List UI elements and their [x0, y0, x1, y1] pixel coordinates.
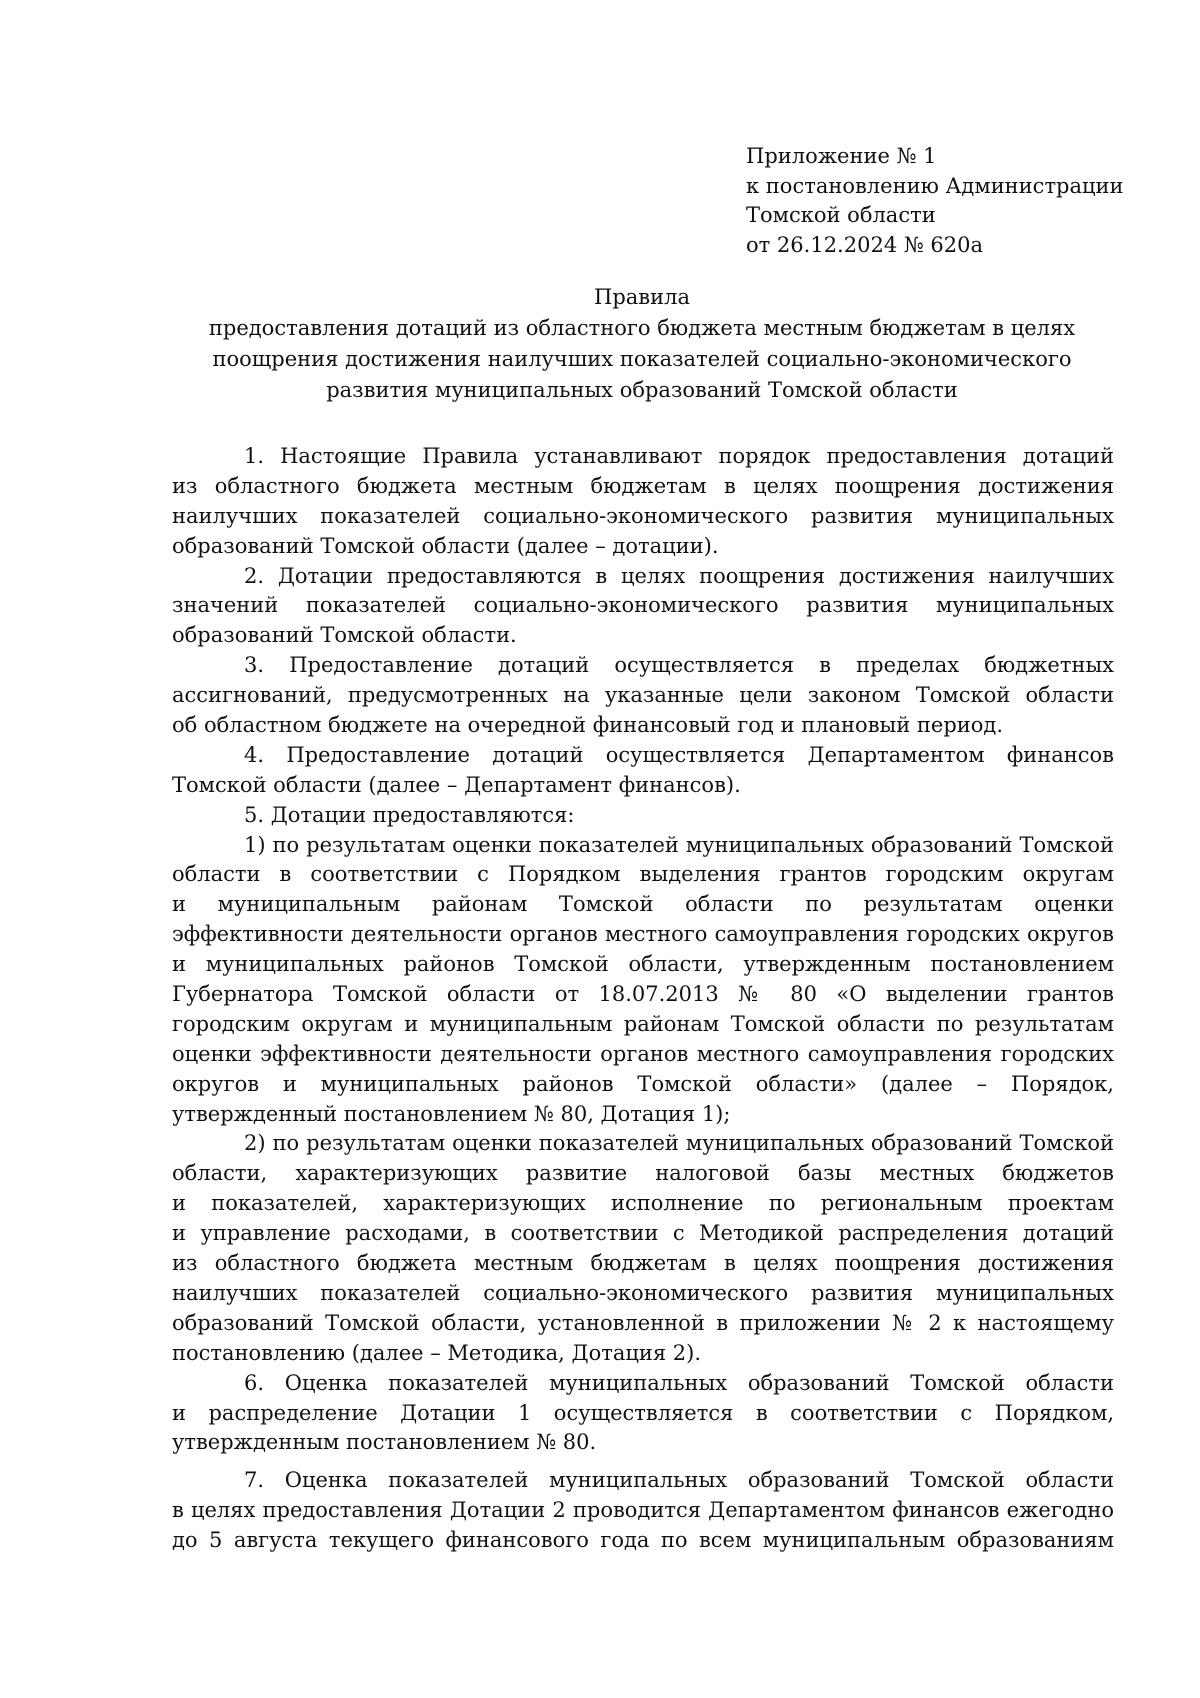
subitem-1-line: оценки эффективности деятельности органов местного самоуправления городских — [172, 1041, 1114, 1066]
subitem-2-line: наилучших показателей социально-экономического развития муниципальных — [172, 1280, 1114, 1305]
paragraph-2-line: образований Томской области. — [172, 623, 517, 648]
subitem-2-line: и управление расходами, в соответствии с Методикой распределения дотаций — [172, 1221, 1114, 1246]
appendix-line: Приложение № 1 — [746, 144, 937, 168]
appendix-header — [746, 142, 1124, 260]
appendix-line: Томской области — [746, 203, 936, 227]
title-line: поощрения достижения наилучших показателей социально-экономического — [212, 347, 1072, 371]
paragraph-7-line: до 5 августа текущего финансового года по всем муниципальным образованиям — [172, 1528, 1114, 1553]
subitem-1-line: области в соответствии с Порядком выделения грантов городским округам — [172, 862, 1114, 887]
title-line: развития муниципальных образований Томской области — [326, 378, 958, 402]
subitem-2-line: и показателей, характеризующих исполнение по региональным проектам — [172, 1191, 1114, 1216]
paragraph-2-line: 2. Дотации предоставляются в целях поощрения достижения наилучших — [244, 563, 1114, 588]
subitem-1-line: округов и муниципальных районов Томской области» (далее – Порядок, — [172, 1071, 1114, 1096]
subitem-1-line: и муниципальных районов Томской области, утвержденным постановлением — [172, 952, 1114, 977]
subitem-1-line: 1) по результатам оценки показателей муниципальных образований Томской — [244, 832, 1114, 857]
paragraph-1-line: образований Томской области (далее – дотации). — [172, 533, 719, 558]
paragraph-7-line: 7. Оценка показателей муниципальных образований Томской области — [244, 1468, 1114, 1493]
title-line: предоставления дотаций из областного бюджета местным бюджетам в целях — [208, 316, 1076, 340]
appendix-line: от 26.12.2024 № 620а — [746, 232, 983, 257]
paragraph-6-line: и распределение Дотации 1 осуществляется в соответствии с Порядком, — [172, 1400, 1114, 1425]
paragraph-4-line: Томской области (далее – Департамент финансов). — [172, 772, 741, 797]
paragraph-1-line: из областного бюджета местным бюджетам в целях поощрения достижения — [172, 473, 1114, 498]
subitem-1-line: Губернатора Томской области от 18.07.2013 № 80 «О выделении грантов — [172, 982, 1114, 1007]
paragraph-5-line: 5. Дотации предоставляются: — [244, 802, 575, 827]
paragraph-7-line: в целях предоставления Дотации 2 проводится Департаментом финансов ежегодно — [172, 1498, 1114, 1523]
paragraph-3-line: об областном бюджете на очередной финансовый год и плановый период. — [172, 713, 1004, 738]
paragraph-1-line: 1. Настоящие Правила устанавливают порядок предоставления дотаций — [244, 444, 1114, 468]
paragraph-6-line: утвержденным постановлением № 80. — [172, 1430, 597, 1455]
paragraph-3-line: 3. Предоставление дотаций осуществляется в пределах бюджетных — [244, 653, 1114, 678]
subitem-2-line: 2) по результатам оценки показателей муниципальных образований Томской — [244, 1131, 1114, 1156]
paragraph-2-line: значений показателей социально-экономического развития муниципальных — [172, 593, 1114, 618]
paragraph-6-line: 6. Оценка показателей муниципальных образований Томской области — [244, 1370, 1114, 1395]
paragraph-spacer — [172, 1458, 1114, 1466]
subitem-1-line: утвержденный постановлением № 80, Дотация 1); — [172, 1101, 731, 1126]
subitem-1-line: и муниципальным районам Томской области по результатам оценки — [172, 892, 1114, 917]
subitem-2-line: из областного бюджета местным бюджетам в целях поощрения достижения — [172, 1251, 1114, 1276]
subitem-1-line: городским округам и муниципальным районам Томской области по результатам — [172, 1011, 1114, 1036]
appendix-line: к постановлению Администрации — [746, 173, 1124, 198]
paragraph-3-line: ассигнований, предусмотренных на указанные цели законом Томской области — [172, 683, 1114, 708]
paragraph-1-line: наилучших показателей социально-экономического развития муниципальных — [172, 503, 1114, 528]
paragraph-4-line: 4. Предоставление дотаций осуществляется Департаментом финансов — [244, 742, 1114, 767]
subitem-2-line: постановлению (далее – Методика, Дотация 2). — [172, 1340, 702, 1365]
subitem-2-line: области, характеризующих развитие налоговой базы местных бюджетов — [172, 1161, 1114, 1186]
subitem-2-line: образований Томской области, установленной в приложении № 2 к настоящему — [172, 1310, 1114, 1335]
subitem-1-line: эффективности деятельности органов местного самоуправления городских округов — [172, 922, 1114, 947]
title-heading: Правила — [594, 285, 690, 309]
document-body — [172, 442, 1114, 1556]
document-title — [170, 282, 1114, 406]
